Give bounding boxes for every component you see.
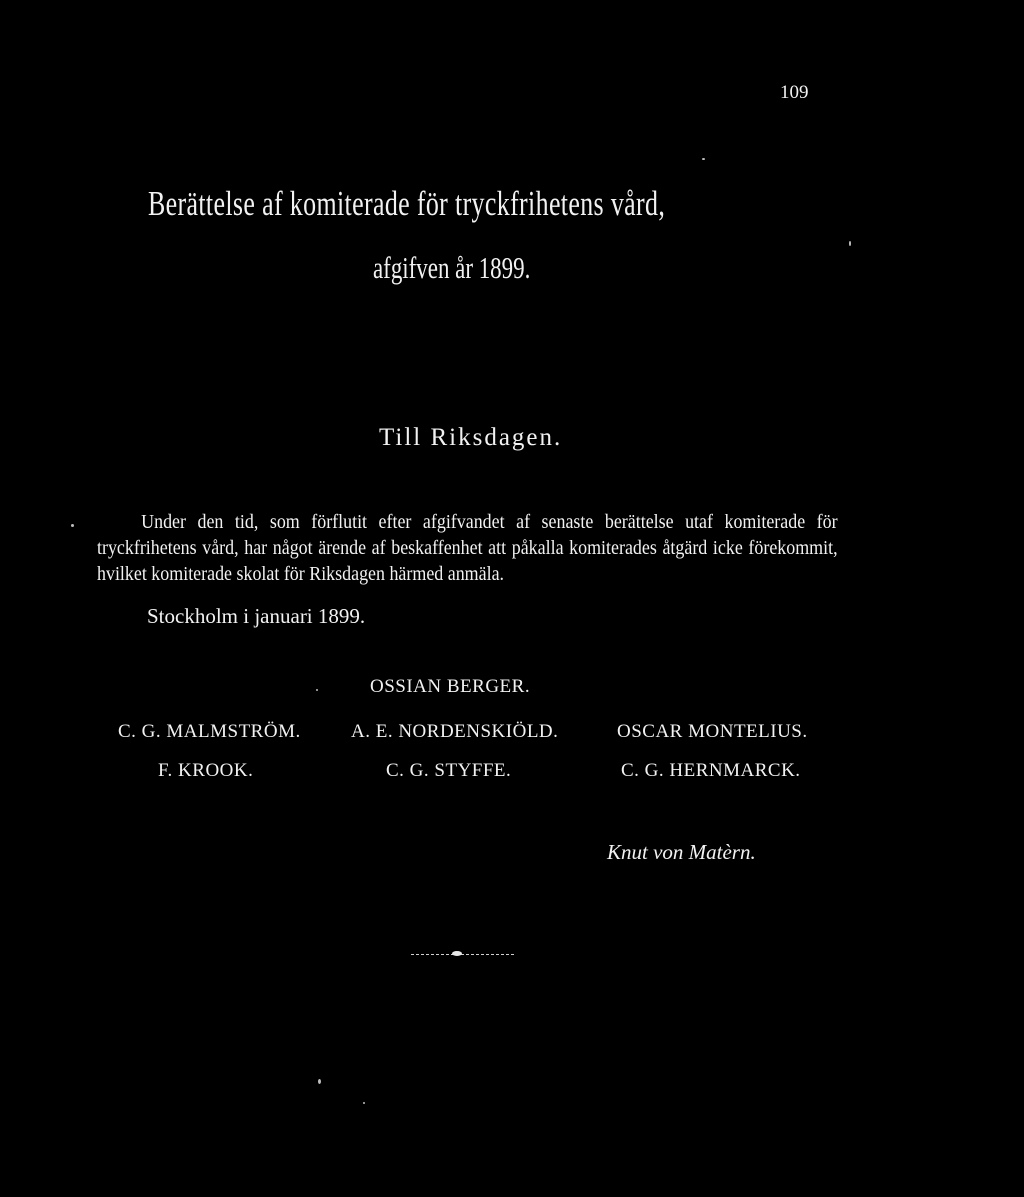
- scan-speck: [849, 241, 851, 246]
- salutation: Till Riksdagen.: [379, 424, 563, 451]
- signature-lead: OSSIAN BERGER.: [370, 676, 531, 697]
- report-title: Berättelse af komiterade för tryckfrihetens vård,: [148, 184, 666, 223]
- scan-speck: [363, 1102, 365, 1104]
- report-subtitle: afgifven år 1899.: [373, 250, 531, 285]
- scan-speck: [702, 158, 705, 160]
- closing-rule: [411, 954, 514, 955]
- signature-row2-col2: C. G. STYFFE.: [386, 760, 512, 781]
- signature-row2-col3: C. G. HERNMARCK.: [621, 760, 801, 781]
- body-paragraph: [97, 510, 838, 588]
- scan-speck: [71, 524, 74, 527]
- signature-row1-col3: OSCAR MONTELIUS.: [617, 721, 808, 742]
- signature-row1-col2: A. E. NORDENSKIÖLD.: [351, 721, 559, 742]
- scan-speck: [318, 1079, 321, 1084]
- body-text: Under den tid, som förflutit efter afgifvandet af senaste berättelse utaf komiterade för tryckfrihetens vård, har något ärende af beskaffenhet att påkalla komiterades åtgärd icke förekommit, hvilket komiterade skolat för Riksdagen härmed anmäla.: [97, 512, 838, 585]
- page-number: 109: [780, 82, 809, 103]
- scan-speck: [316, 689, 318, 691]
- place-date: Stockholm i januari 1899.: [147, 604, 366, 628]
- signature-row1-col1: C. G. MALMSTRÖM.: [118, 721, 301, 742]
- secretary-signature: Knut von Matèrn.: [607, 840, 756, 864]
- signature-row2-col1: F. KROOK.: [158, 760, 254, 781]
- closing-rule-ornament: [452, 951, 462, 956]
